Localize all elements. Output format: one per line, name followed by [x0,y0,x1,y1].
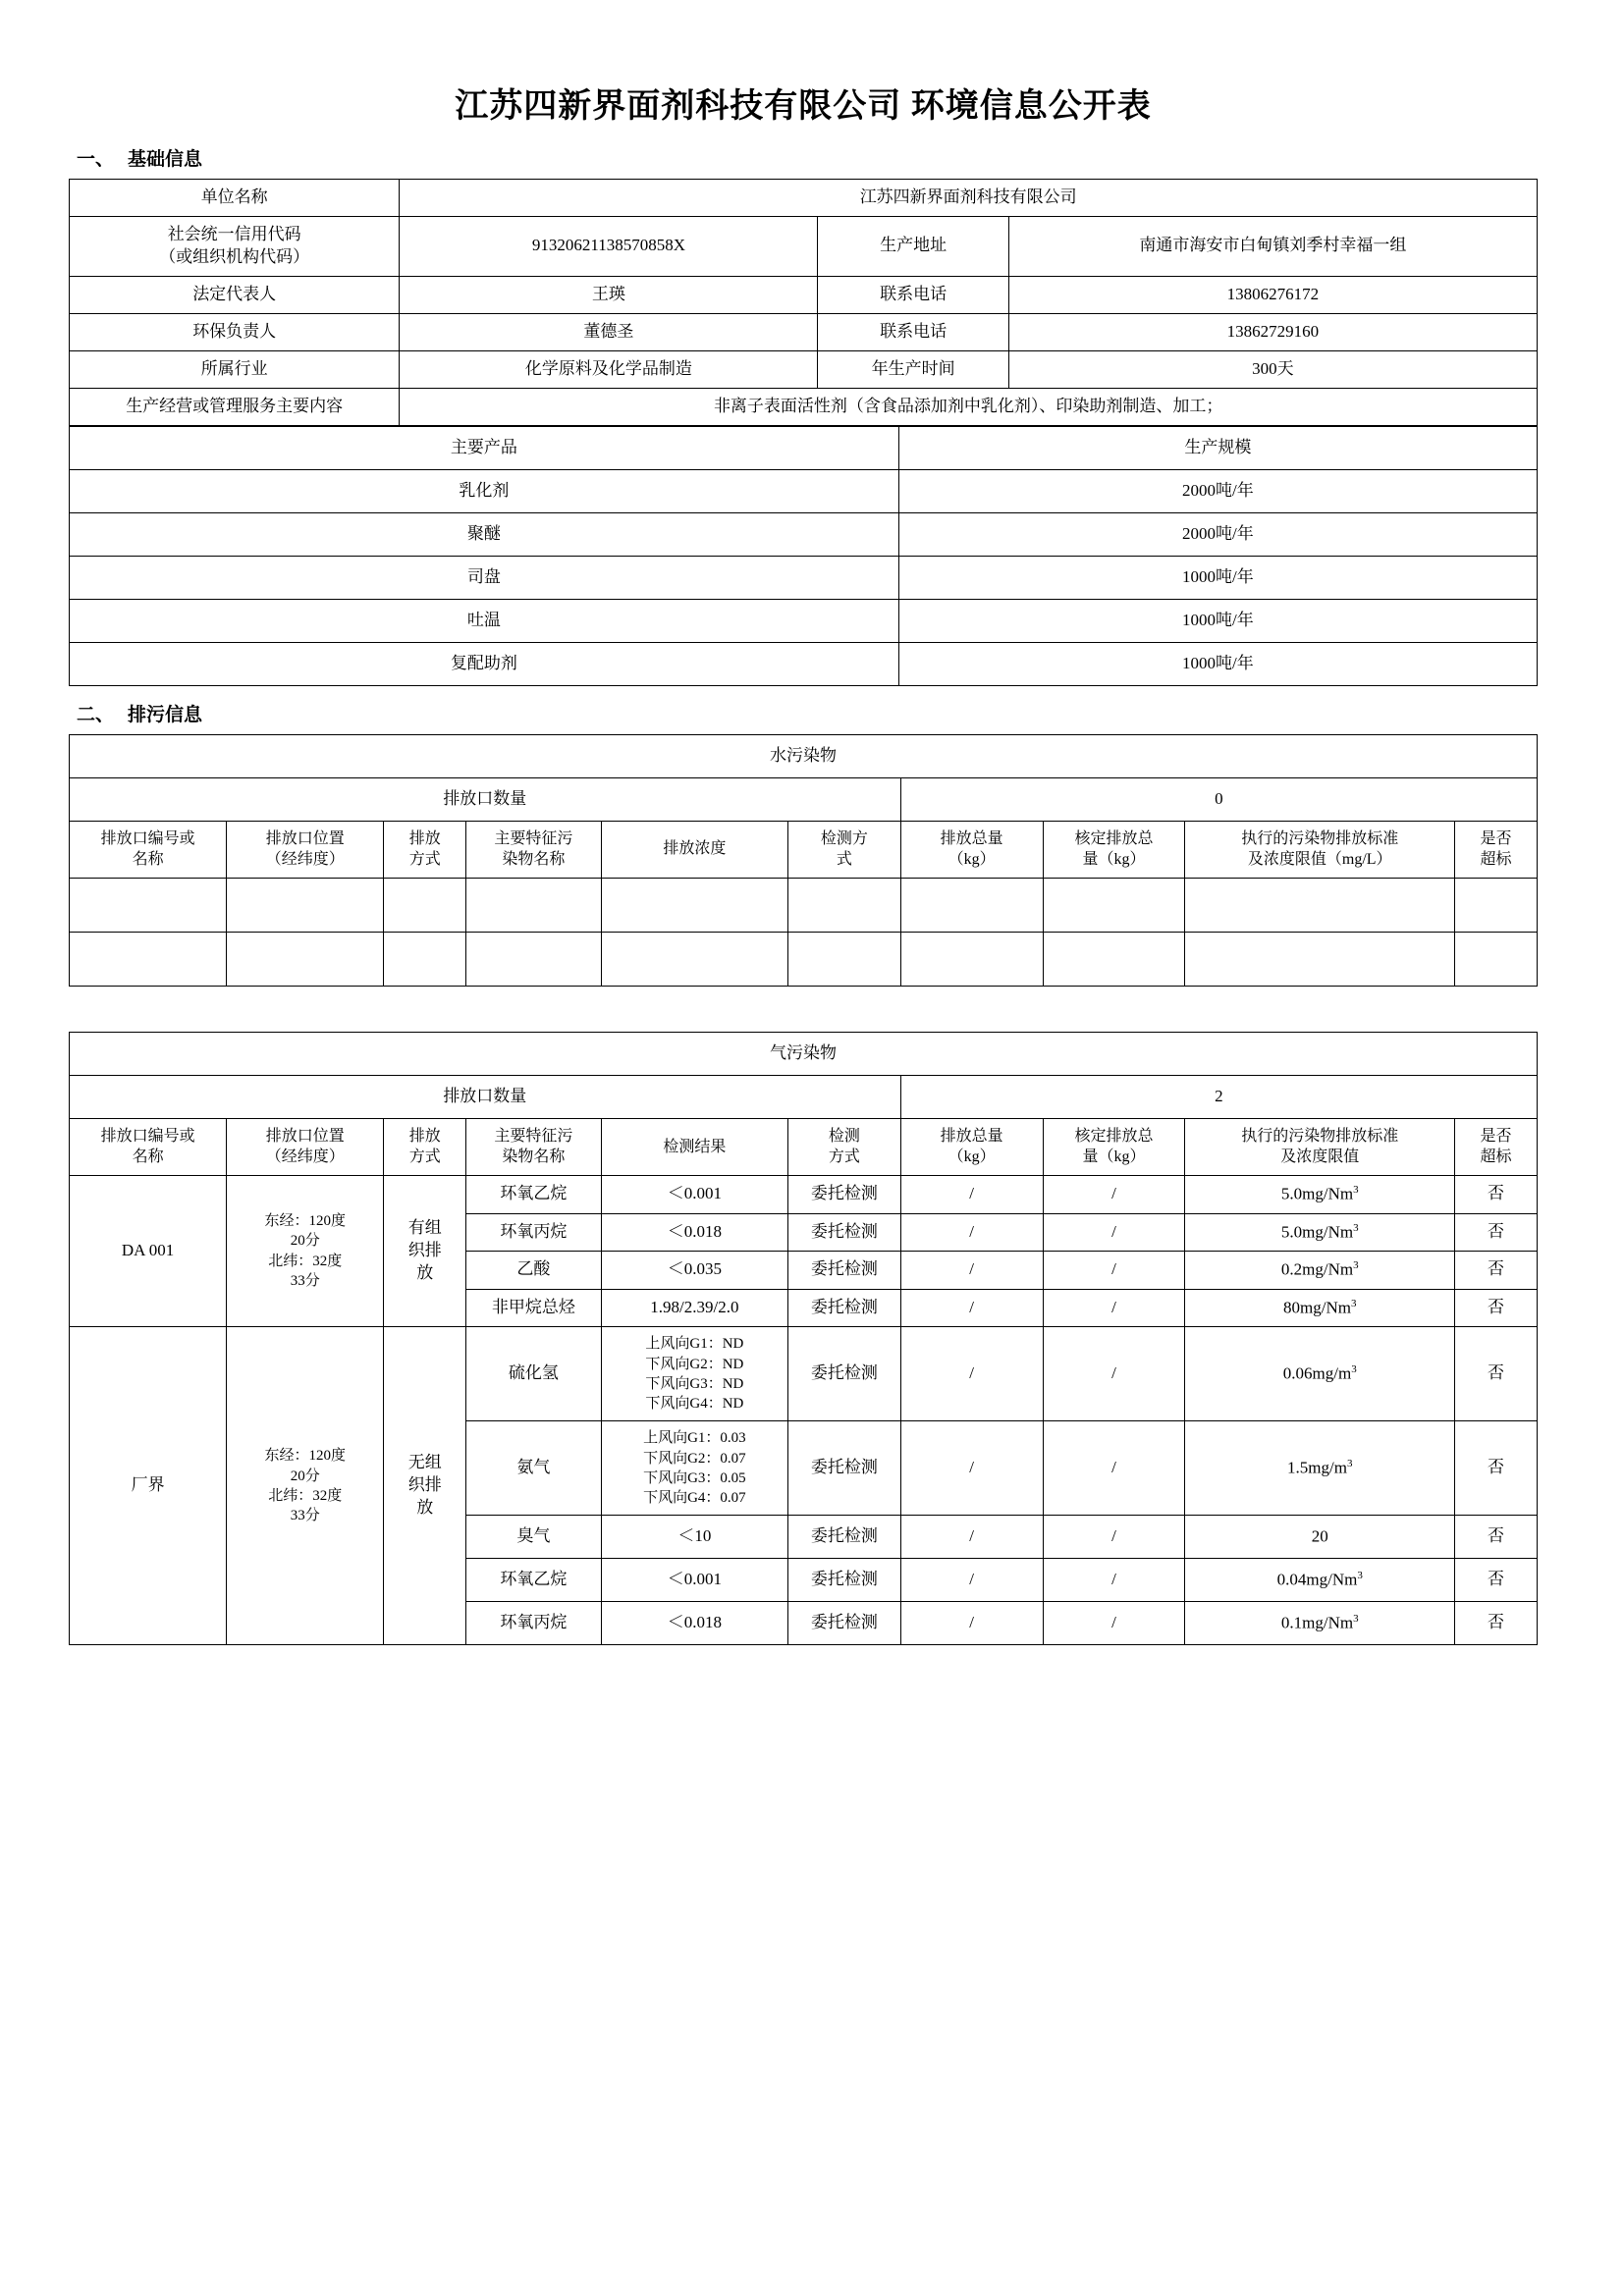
air-result: ＜0.018 [601,1602,788,1645]
air-result: ＜0.018 [601,1213,788,1252]
product-scale: 2000吨/年 [898,512,1537,556]
cell-empty [384,878,466,932]
air-exceed: 否 [1455,1602,1538,1645]
air-pollutant-name: 环氧丙烷 [466,1213,601,1252]
air-outlet-location: 东经：120度 20分 北纬：32度 33分 [227,1327,384,1645]
air-pollutant-name: 环氧乙烷 [466,1559,601,1602]
air-exceed: 否 [1455,1327,1538,1421]
cell-empty [900,932,1043,986]
water-header-discharge-method: 排放 方式 [384,821,466,878]
air-standard: 5.0mg/Nm$^3$ [1185,1175,1455,1213]
cell-empty [1455,878,1538,932]
water-header-outlet-location: 排放口位置 （经纬度） [227,821,384,878]
air-exceed: 否 [1455,1213,1538,1252]
cell-empty [601,932,788,986]
air-total: / [900,1213,1043,1252]
air-result: ＜10 [601,1516,788,1559]
air-pollutant-name: 环氧丙烷 [466,1602,601,1645]
air-total: / [900,1559,1043,1602]
cell-empty [1455,932,1538,986]
cell-empty [1043,932,1185,986]
water-header-approved-total: 核定排放总 量（kg） [1043,821,1185,878]
cell-empty [788,878,900,932]
air-discharge-method: 无组 织排 放 [384,1327,466,1645]
air-header-pollutant-name: 主要特征污 染物名称 [466,1118,601,1175]
cell-value-env-manager: 董德圣 [400,313,818,350]
air-detect-method: 委托检测 [788,1327,900,1421]
cell-value-annual-time: 300天 [1008,350,1537,388]
table-row [70,1327,1538,1421]
section-number-discharge: 二、 [77,704,115,725]
air-header-outlet-id: 排放口编号或 名称 [70,1118,227,1175]
water-section-title: 水污染物 [70,734,1538,777]
air-pollutant-name: 氨气 [466,1421,601,1516]
air-approved: / [1043,1421,1185,1516]
air-approved: / [1043,1175,1185,1213]
cell-label-phone-1: 联系电话 [818,276,1008,313]
table-row [70,512,1538,556]
product-name: 乳化剂 [70,469,899,512]
air-exceed: 否 [1455,1252,1538,1290]
air-total: / [900,1289,1043,1327]
air-header-detect-method: 检测 方式 [788,1118,900,1175]
air-detect-method: 委托检测 [788,1175,900,1213]
air-result: 1.98/2.39/2.0 [601,1289,788,1327]
table-row-title [70,734,1538,777]
water-header-outlet-id: 排放口编号或 名称 [70,821,227,878]
table-row-title [70,1032,1538,1075]
table-gap [69,987,1538,1032]
cell-value-phone-2: 13862729160 [1008,313,1537,350]
air-approved: / [1043,1289,1185,1327]
air-total: / [900,1175,1043,1213]
air-exceed: 否 [1455,1289,1538,1327]
air-standard: 0.2mg/Nm$^3$ [1185,1252,1455,1290]
products-table [69,426,1538,686]
air-exceed: 否 [1455,1175,1538,1213]
section-heading-basic [77,144,1538,171]
air-pollutant-name: 非甲烷总烃 [466,1289,601,1327]
cell-empty [466,878,601,932]
cell-value-business-scope: 非离子表面活性剂（含食品添加剂中乳化剂）、印染助剂制造、加工； [400,388,1538,425]
table-row [70,388,1538,425]
cell-label-phone-2: 联系电话 [818,313,1008,350]
air-standard: 0.04mg/Nm$^3$ [1185,1559,1455,1602]
product-name: 吐温 [70,599,899,642]
section-label-basic: 基础信息 [128,149,203,170]
table-row [70,216,1538,276]
air-header-standard: 执行的污染物排放标准 及浓度限值 [1185,1118,1455,1175]
page-title: 江苏四新界面剂科技有限公司 环境信息公开表 [455,88,1152,125]
air-result: ＜0.001 [601,1175,788,1213]
cell-empty [601,878,788,932]
cell-label-env-manager: 环保负责人 [70,313,400,350]
table-row [70,180,1538,217]
air-exceed: 否 [1455,1559,1538,1602]
table-row [70,932,1538,986]
cell-empty [1043,878,1185,932]
air-total: / [900,1602,1043,1645]
credit-code-label-line1: 社会统一信用代码 [167,224,301,243]
header-main-products: 主要产品 [70,426,899,469]
cell-label-annual-time: 年生产时间 [818,350,1008,388]
product-scale: 1000吨/年 [898,642,1537,685]
cell-empty [70,932,227,986]
air-header-approved-total: 核定排放总 量（kg） [1043,1118,1185,1175]
water-header-exceed: 是否 超标 [1455,821,1538,878]
air-approved: / [1043,1252,1185,1290]
air-header-exceed: 是否 超标 [1455,1118,1538,1175]
table-row [70,777,1538,821]
water-header-detect-method: 检测方 式 [788,821,900,878]
air-approved: / [1043,1516,1185,1559]
table-row [70,469,1538,512]
cell-empty [1185,932,1455,986]
air-standard: 80mg/Nm$^3$ [1185,1289,1455,1327]
air-total: / [900,1327,1043,1421]
air-standard: $1.5mg/m^3$ [1185,1421,1455,1516]
air-result: 上风向G1：0.03 下风向G2：0.07 下风向G3：0.05 下风向G4：0.07 [601,1421,788,1516]
cell-empty [466,932,601,986]
cell-empty [900,878,1043,932]
water-outlet-count-label: 排放口数量 [70,777,901,821]
cell-empty [384,932,466,986]
cell-value-unit-name: 江苏四新界面剂科技有限公司 [400,180,1538,217]
section-label-discharge: 排污信息 [128,704,203,725]
cell-empty [227,878,384,932]
air-header-total-discharge: 排放总量 （kg） [900,1118,1043,1175]
cell-empty [70,878,227,932]
air-header-result: 检测结果 [601,1118,788,1175]
air-result: ＜0.001 [601,1559,788,1602]
air-detect-method: 委托检测 [788,1516,900,1559]
cell-value-industry: 化学原料及化学品制造 [400,350,818,388]
air-total: / [900,1252,1043,1290]
table-row [70,642,1538,685]
air-detect-method: 委托检测 [788,1252,900,1290]
air-pollutant-name: 环氧乙烷 [466,1175,601,1213]
cell-value-production-address: 南通市海安市白甸镇刘季村幸福一组 [1008,216,1537,276]
air-detect-method: 委托检测 [788,1602,900,1645]
section-number-basic: 一、 [77,149,115,170]
cell-empty [227,932,384,986]
cell-value-credit-code: 91320621138570858X [400,216,818,276]
table-row [70,350,1538,388]
table-row [70,878,1538,932]
cell-label-unit-name: 单位名称 [70,180,400,217]
air-outlet-location: 东经：120度 20分 北纬：32度 33分 [227,1175,384,1326]
table-row [70,276,1538,313]
air-pollutant-table [69,1032,1538,1646]
air-result: 上风向G1：ND 下风向G2：ND 下风向G3：ND 下风向G4：ND [601,1327,788,1421]
air-detect-method: 委托检测 [788,1559,900,1602]
product-scale: 2000吨/年 [898,469,1537,512]
water-header-concentration: 排放浓度 [601,821,788,878]
product-name: 司盘 [70,556,899,599]
table-row [70,313,1538,350]
product-scale: 1000吨/年 [898,556,1537,599]
credit-code-label-line2: （或组织机构代码） [159,246,310,266]
air-standard: $0.06mg/m^3$ [1185,1327,1455,1421]
table-row-header [70,1118,1538,1175]
cell-label-industry: 所属行业 [70,350,400,388]
air-standard: 5.0mg/Nm$^3$ [1185,1213,1455,1252]
air-exceed: 否 [1455,1516,1538,1559]
water-outlet-count-value: 0 [900,777,1537,821]
air-outlet-count-label: 排放口数量 [70,1075,901,1118]
air-detect-method: 委托检测 [788,1421,900,1516]
cell-label-credit-code [70,216,400,276]
product-scale: 1000吨/年 [898,599,1537,642]
water-header-pollutant-name: 主要特征污 染物名称 [466,821,601,878]
air-exceed: 否 [1455,1421,1538,1516]
cell-empty [1185,878,1455,932]
header-production-scale: 生产规模 [898,426,1537,469]
air-approved: / [1043,1559,1185,1602]
section-heading-discharge [77,700,1538,726]
cell-empty [788,932,900,986]
product-name: 复配助剂 [70,642,899,685]
air-outlet-id: 厂界 [70,1327,227,1645]
air-detect-method: 委托检测 [788,1289,900,1327]
air-pollutant-name: 硫化氢 [466,1327,601,1421]
air-discharge-method: 有组 织排 放 [384,1175,466,1326]
table-row [70,556,1538,599]
basic-info-table [69,179,1538,426]
cell-value-legal-rep: 王瑛 [400,276,818,313]
table-row [70,1075,1538,1118]
water-header-standard: 执行的污染物排放标准 及浓度限值（mg/L） [1185,821,1455,878]
air-approved: / [1043,1327,1185,1421]
air-standard: 0.1mg/Nm$^3$ [1185,1602,1455,1645]
cell-label-business-scope: 生产经营或管理服务主要内容 [70,388,400,425]
air-pollutant-name: 臭气 [466,1516,601,1559]
table-row-header [70,821,1538,878]
air-header-outlet-location: 排放口位置 （经纬度） [227,1118,384,1175]
air-detect-method: 委托检测 [788,1213,900,1252]
air-approved: / [1043,1602,1185,1645]
cell-label-legal-rep: 法定代表人 [70,276,400,313]
air-pollutant-name: 乙酸 [466,1252,601,1290]
air-total: / [900,1516,1043,1559]
air-approved: / [1043,1213,1185,1252]
table-row-header [70,426,1538,469]
table-row [70,1175,1538,1213]
product-name: 聚醚 [70,512,899,556]
cell-label-production-address: 生产地址 [818,216,1008,276]
water-pollutant-table [69,734,1538,987]
air-section-title: 气污染物 [70,1032,1538,1075]
cell-value-phone-1: 13806276172 [1008,276,1537,313]
air-standard: 20 [1185,1516,1455,1559]
water-header-total-discharge: 排放总量 （kg） [900,821,1043,878]
air-header-discharge-method: 排放 方式 [384,1118,466,1175]
air-total: / [900,1421,1043,1516]
air-outlet-count-value: 2 [900,1075,1537,1118]
air-result: ＜0.035 [601,1252,788,1290]
air-outlet-id: DA 001 [70,1175,227,1326]
table-row [70,599,1538,642]
